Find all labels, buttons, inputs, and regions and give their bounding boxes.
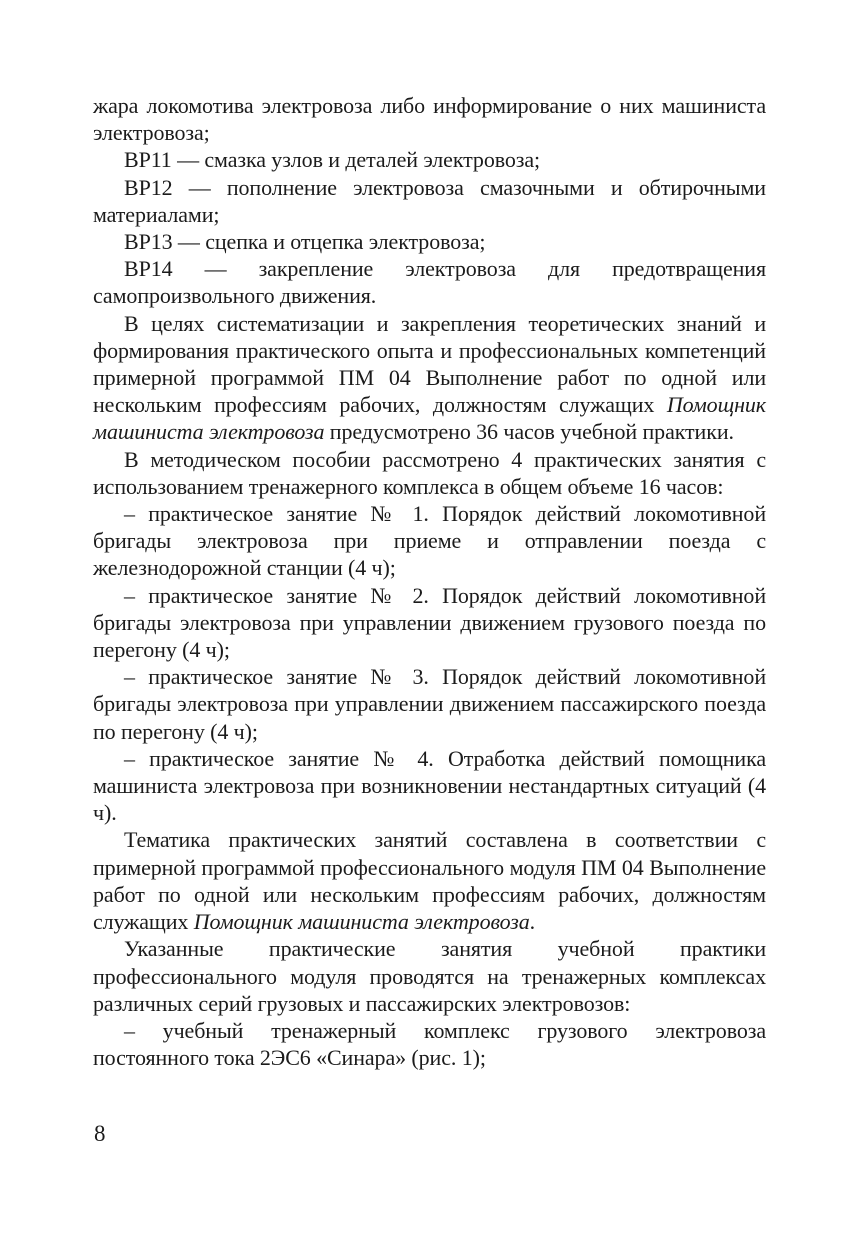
- paragraph: [93, 146, 766, 173]
- text-run: Тематика практических занятий составлена в соответствии с примерной программой профессионального модуля ПМ 04 Выполнение работ по одной или нескольким профессиям рабочих, должностям служащих: [93, 827, 766, 935]
- text-run: ВР14 — закрепление электровоза для предотвращения самопроизвольного движения.: [93, 256, 766, 309]
- text-run: – практическое занятие № 1. Порядок действий локомотивной бригады электровоза при приеме и отправлении поезда с железнодорожной станции (4 ч);: [93, 501, 766, 581]
- text-run: – практическое занятие № 2. Порядок действий локомотивной бригады электровоза при управлении движением грузового поезда по перегону (4 ч);: [93, 582, 766, 663]
- text-run: ВР12 — пополнение электровоза смазочными и обтирочными материалами;: [93, 174, 766, 227]
- text-run: жара локомотива электровоза либо информирование о них машиниста электровоза;: [93, 93, 766, 146]
- text-run: ВР11 — смазка узлов и деталей электровоза;: [124, 147, 541, 173]
- text-run: Указанные практические занятия учебной практики профессионального модуля проводятся на тренажерных комплексах различных серий грузовых и пассажирских электровозов:: [93, 936, 766, 1016]
- text-run: – практическое занятие № 4. Отработка действий помощника машиниста электровоза при возникновении нестандартных ситуаций (4 ч).: [93, 745, 766, 826]
- paragraph: [93, 92, 766, 146]
- paragraph: [93, 174, 766, 228]
- paragraph: [93, 582, 766, 664]
- italic-text-run: Помощник машиниста электровоза: [93, 392, 766, 445]
- paragraph: [93, 255, 766, 309]
- paragraph: [93, 1017, 766, 1071]
- text-run: .: [529, 909, 536, 935]
- text-run: – учебный тренажерный комплекс грузового электровоза постоянного тока 2ЭС6 «Синара» (рис. 1);: [93, 1017, 766, 1071]
- text-run: В методическом пособии рассмотрено 4 практических занятия с использованием тренажерного комплекса в общем объеме 16 часов:: [93, 446, 766, 499]
- text-run: В целях систематизации и закрепления теоретических знаний и формирования практического опыта и профессиональных компетенций примерной программой ПМ 04 Выполнение работ по одной или нескольким профессиям рабочих, должностям служащих: [93, 310, 766, 418]
- paragraph: [93, 310, 766, 446]
- paragraph: [93, 446, 766, 500]
- text-run: – практическое занятие № 3. Порядок действий локомотивной бригады электровоза при управлении движением пассажирского поезда по перегону (4 ч);: [93, 664, 766, 744]
- paragraph: [93, 745, 766, 827]
- italic-text-run: Помощник машиниста электровоза: [193, 909, 530, 935]
- text-run: предусмотрено 36 часов учебной практики.: [324, 419, 734, 445]
- paragraph: [93, 228, 766, 255]
- text-run: ВР13 — сцепка и отцепка электровоза;: [124, 229, 486, 255]
- page-number: 8: [94, 1121, 106, 1146]
- body-text: [93, 92, 766, 1071]
- paragraph: [93, 500, 766, 582]
- paragraph: [93, 935, 766, 1017]
- paragraph: [93, 826, 766, 935]
- paragraph: [93, 663, 766, 745]
